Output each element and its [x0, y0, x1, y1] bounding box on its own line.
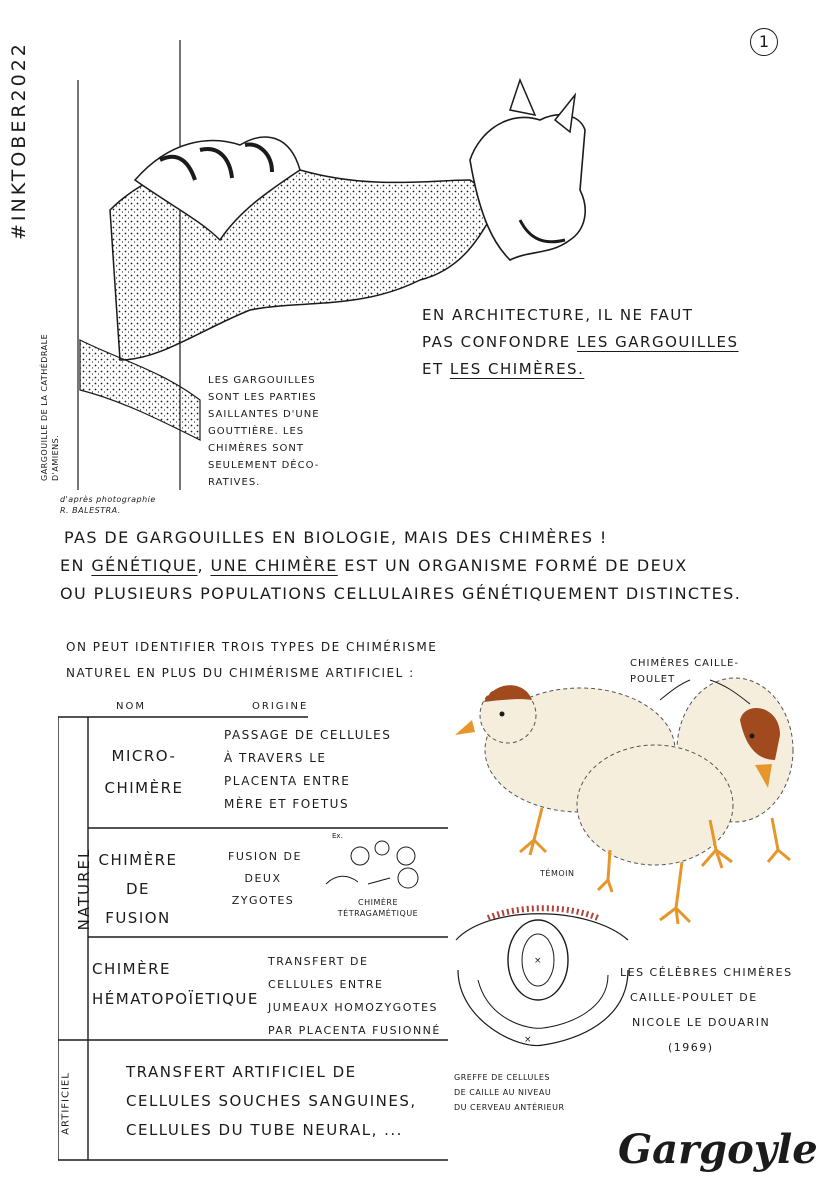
graft-diagram — [448, 900, 638, 1060]
les-chimeres-term: LES CHIMÈRES. — [449, 360, 585, 378]
svg-text:×: × — [534, 956, 542, 966]
gargoyle-drawing — [40, 40, 600, 510]
famous-caption: LES CÉLÈBRES CHIMÈRES CAILLE-POULET DE NICOLE LE DOUARIN (1969) — [620, 966, 793, 1054]
fusion-sketch — [318, 828, 438, 898]
table-row-origin: FUSION DE DEUX ZYGOTES — [228, 850, 302, 907]
hashtag: #INKTOBER2022 — [8, 41, 30, 240]
svg-text:×: × — [524, 1035, 532, 1045]
table-row-origin: PASSAGE DE CELLULES À TRAVERS LE PLACENTA ENTRE MÈRE ET FOETUS — [224, 728, 392, 811]
column-header-origine: ORIGINE — [252, 701, 309, 712]
une-chimere-term: UNE CHIMÈRE — [210, 556, 338, 575]
architecture-text: EN ARCHITECTURE, IL NE FAUT PAS CONFONDRE LES GARGOUILLES ET LES CHIMÈRES. — [422, 306, 739, 378]
table-row-origin: TRANSFERT DE CELLULES ENTRE JUMEAUX HOMOZYGOTES PAR PLACENTA FUSIONNÉ — [268, 955, 441, 1037]
table-row-name: CHIMÈRE DE FUSION — [98, 851, 178, 927]
group-label-artificiel: ARTIFICIEL — [60, 1072, 72, 1135]
gargoyle-note: LES GARGOUILLES SONT LES PARTIES SAILLANTES D'UNE GOUTTIÈRE. LES CHIMÈRES SONT SEULEMENT DÉCO- RATIVES. — [208, 375, 320, 488]
table-row-name: CHIMÈRE HÉMATOPOÏETIQUE — [92, 960, 259, 1008]
types-intro: ON PEUT IDENTIFIER TROIS TYPES DE CHIMÉRISME NATUREL EN PLUS DU CHIMÉRISME ARTIFICIEL : — [66, 640, 438, 680]
artificial-row-text: TRANSFERT ARTIFICIEL DE CELLULES SOUCHES SANGUINES, CELLULES DU TUBE NEURAL, ... — [126, 1063, 417, 1139]
chick-label-top: CHIMÈRES CAILLE- POULET — [630, 658, 740, 685]
page-number-circle — [750, 28, 778, 56]
signature: Gargoyle — [618, 1126, 818, 1173]
chick-label-witness: TÉMOIN — [540, 869, 575, 878]
les-gargouilles-term: LES GARGOUILLES — [577, 333, 739, 351]
table-row-name: MICRO- CHIMÈRE — [104, 747, 184, 797]
fusion-sketch-ex: Ex. — [332, 832, 343, 840]
biology-text: PAS DE GARGOUILLES EN BIOLOGIE, MAIS DES CHIMÈRES ! EN GÉNÉTIQUE, UNE CHIMÈRE EST UN ORGANISME FORMÉ DE DEUX OU PLUSIEURS POPULATIONS CELLULAIRES GÉNÉTIQUEMENT DISTINCTES. — [60, 528, 742, 603]
group-label-naturel: NATUREL — [75, 847, 93, 931]
page-number: 1 — [758, 32, 770, 51]
column-header-nom: NOM — [116, 701, 146, 712]
photo-credit: d'après photographie R. BALESTRA. — [60, 495, 156, 515]
fusion-sketch-label: CHIMÈRE TÉTRAGAMÉTIQUE — [337, 898, 419, 918]
graft-caption: GREFFE DE CELLULES DE CAILLE AU NIVEAU DU CERVEAU ANTÉRIEUR — [454, 1073, 565, 1112]
side-caption: GARGOUILLE DE LA CATHÉDRALE D'AMIENS. — [40, 333, 60, 481]
